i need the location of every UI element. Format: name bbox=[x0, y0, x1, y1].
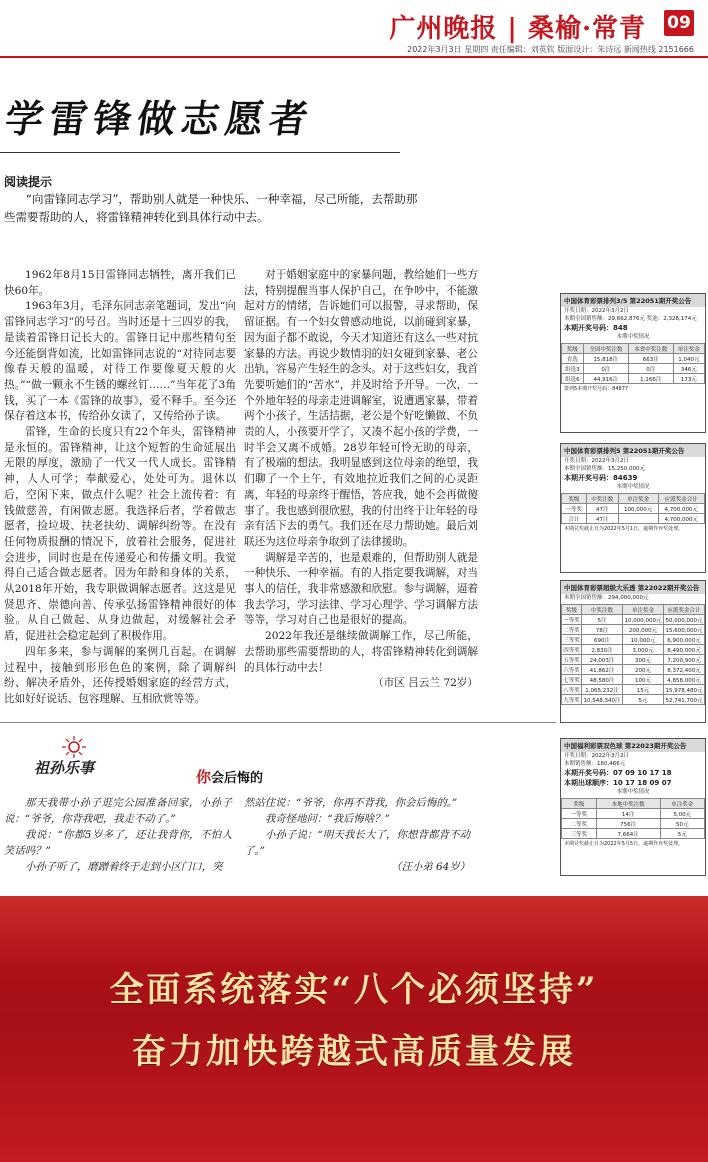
table-cell: 五等奖 bbox=[562, 655, 582, 665]
table-header: 全国中奖注数 bbox=[583, 344, 628, 354]
lottery-table bbox=[561, 343, 705, 384]
table-cell: 15元 bbox=[622, 685, 663, 695]
table-cell: 5注 bbox=[582, 615, 623, 625]
table-header: 中奖注数 bbox=[586, 494, 618, 504]
banner-line-1: 全面系统落实“八个必须坚持” bbox=[109, 970, 599, 1010]
table-row bbox=[562, 809, 705, 819]
table-cell: 50,000,000元 bbox=[663, 615, 704, 625]
intro-label: 阅读提示 bbox=[4, 175, 53, 189]
table-cell: 10,000元 bbox=[622, 635, 663, 645]
table-cell: 1,040元 bbox=[673, 354, 704, 364]
table-cell: 直选 bbox=[562, 354, 584, 364]
section-name: 桑榆·常青 bbox=[527, 14, 646, 44]
table-cell: 0注 bbox=[628, 364, 673, 374]
column-logo-icon bbox=[56, 735, 92, 759]
column-title-rest: 会后悔的 bbox=[211, 771, 264, 786]
article-byline: （市区 吕云兰 72岁） bbox=[373, 677, 478, 690]
lottery-line: 开奖日期：2022年3月2日 bbox=[564, 458, 629, 464]
lottery-line: 本期销售额：160,466元 bbox=[564, 761, 626, 767]
table-cell: 一等奖 bbox=[562, 504, 587, 514]
column-paragraph: 那天我带小孙子逛完公园准备回家，小孙子说：“爷爷，你背我吧，我走不动了。” bbox=[4, 797, 232, 825]
table-cell: 173元 bbox=[673, 374, 704, 384]
table-header: 奖级 bbox=[562, 799, 597, 809]
table-row bbox=[562, 494, 705, 504]
table-header: 奖级 bbox=[562, 605, 582, 615]
masthead-title: 广州晚报 | 桑榆·常青 bbox=[389, 14, 646, 44]
lottery-note: 排列5本期开奖号码：84877 bbox=[564, 386, 629, 392]
column-logo-text: 祖孙乐事 bbox=[34, 759, 95, 777]
lottery-line: 本期全国销售额：15,250,000元 bbox=[564, 466, 645, 472]
lottery-title: 中国体育彩票超级大乐透 第22022期开奖公告 bbox=[561, 581, 705, 594]
table-row bbox=[562, 364, 705, 374]
table-cell: 7,200,900元 bbox=[663, 655, 704, 665]
table-cell: 24,003注 bbox=[582, 655, 623, 665]
table-row bbox=[562, 354, 705, 364]
table-cell: 4,858,000元 bbox=[663, 675, 704, 685]
table-row bbox=[562, 829, 705, 839]
column-paragraph: 小孙子说：“明天我长大了，你想背都背不动了。” bbox=[244, 829, 470, 857]
table-cell: 1,065,232注 bbox=[582, 685, 623, 695]
table-cell: 300元 bbox=[622, 655, 663, 665]
table-cell: 47注 bbox=[586, 514, 618, 524]
table-cell bbox=[618, 514, 658, 524]
column-byline: （汪小弟 64岁） bbox=[391, 861, 470, 873]
table-cell: 663注 bbox=[628, 354, 673, 364]
lottery-panel bbox=[560, 580, 706, 723]
lottery-table bbox=[561, 493, 705, 524]
table-cell: 8,372,400元 bbox=[663, 665, 704, 675]
table-row bbox=[562, 635, 705, 645]
article-paragraph: 雷锋，生命的长度只有22个年头，雷锋精神是永恒的。雷锋精神，让这个短暂的生命延展出无限的厚度，激励了一代又一代人成长。雷锋精神，人人可学；奉献爱心，处处可为。退休以后，空闲下来，做点什么呢？社会上流传着：有钱做慈善，有闲做志愿。我选择后者，学着做志愿者，捡垃圾、扶老扶幼、调解纠纷等。在没有任何物质报酬的情况下，放着社会服务，促进社会进步，同时也是在传递爱心和传播文明。我觉得自己适合做志愿者。因为年龄和身体的关系，从2018年开始，我专职做调解志愿者。这这是见贤思齐、崇德向善、传承弘扬雷锋精神很好的体验。从自己做起、从身边做起，对缓解社会矛盾，促进社会稳定起到了积极作用。 bbox=[4, 426, 236, 643]
table-header: 单注奖金 bbox=[660, 799, 704, 809]
table-cell: 一等奖 bbox=[562, 809, 597, 819]
table-header: 单注奖金 bbox=[673, 344, 704, 354]
lottery-caption: 本期中奖情况 bbox=[616, 484, 650, 490]
table-cell: 44,916注 bbox=[583, 374, 628, 384]
table-row bbox=[562, 605, 705, 615]
column-paragraph: 我奇怪地问：“我后悔啥？” bbox=[265, 813, 390, 825]
table-cell: 组选6 bbox=[562, 374, 584, 384]
column-title-first-char: 你 bbox=[196, 768, 212, 786]
lottery-caption: 本期中奖情况 bbox=[616, 789, 650, 795]
table-header: 本省中奖注数 bbox=[628, 344, 673, 354]
article-paragraph: 调解是辛苦的，也是艰难的，但帮助别人就是一种快乐、一种幸福。有的人指定要我调解，对当事人的信任，我非常感激和欣慰。参与调解，逼着我去学习，学习法律、学习心理学、学习调解方法等等，学习对自己也是很好的提高。 bbox=[244, 551, 478, 627]
lottery-line: 开奖日期：2022年3月2日 bbox=[564, 753, 629, 759]
masthead bbox=[0, 0, 708, 58]
table-cell: 0注 bbox=[583, 364, 628, 374]
column-logo bbox=[34, 735, 110, 783]
table-cell: 组选3 bbox=[562, 364, 584, 374]
lottery-panel bbox=[560, 443, 706, 573]
column-paragraph: 小孙子听了，磨蹭着终于走到小区门口，突 bbox=[25, 861, 223, 873]
page-number-badge: 09 bbox=[664, 10, 694, 36]
table-cell: 41,862注 bbox=[582, 665, 623, 675]
table-cell: 8,490,000元 bbox=[663, 645, 704, 655]
table-cell: 三等奖 bbox=[562, 635, 582, 645]
table-cell: 15,600,000元 bbox=[663, 625, 704, 635]
table-row bbox=[562, 695, 705, 705]
table-cell: 100元 bbox=[622, 675, 663, 685]
table-cell: 3,000元 bbox=[622, 645, 663, 655]
table-cell: 78注 bbox=[582, 625, 623, 635]
article-column-1 bbox=[4, 268, 236, 708]
masthead-info-line: 2022年3月3日 星期四 责任编辑：刘英钦 版面设计：朱诗远 新闻热线 2151666 bbox=[407, 45, 694, 54]
table-row bbox=[562, 645, 705, 655]
intro-text: “向雷锋同志学习”，帮助别人就是一种快乐、一种幸福，尽己所能，去帮助那些需要帮助的人，将雷锋精神转化到具体行动中去。 bbox=[4, 192, 418, 224]
lottery-order: 本期出球顺序：10 17 18 09 07 bbox=[564, 779, 672, 787]
lottery-title: 中国体育彩票排列5 第22051期开奖公告 bbox=[561, 444, 705, 457]
lottery-note: 本期兑奖截止日为2022年5月1日，逾期作弃奖处理。 bbox=[564, 526, 684, 532]
table-header: 单注奖金 bbox=[622, 605, 663, 615]
table-cell: 690注 bbox=[582, 635, 623, 645]
table-cell: 合计 bbox=[562, 514, 587, 524]
lottery-table bbox=[561, 604, 705, 705]
table-cell: 2,830注 bbox=[582, 645, 623, 655]
article-paragraph: 1963年3月，毛泽东同志亲笔题词，发出“向雷锋同志学习”的号召。当时还是十三四岁的我，是读着雷锋日记长大的。雷锋日记中那些精句至今还能倒背如流，比如雷锋同志说的“对待同志要像春天般的温暖，对待工作要像夏天般的火热。”“做一颗永不生锈的螺丝钉……”当年花了3角钱，买了一本《雷锋的故事》，爱不释手。至今还保存着这本书，传给孙女读了，又传给孙子读。 bbox=[4, 300, 236, 423]
section-divider bbox=[0, 722, 556, 723]
table-cell: 50元 bbox=[660, 819, 704, 829]
table-cell: 15,978,480元 bbox=[663, 685, 704, 695]
table-row bbox=[562, 675, 705, 685]
table-row bbox=[562, 514, 705, 524]
slogan-banner bbox=[0, 896, 708, 1162]
table-row bbox=[562, 665, 705, 675]
article-paragraph: 1962年8月15日雷锋同志牺牲，离开我们已快60年。 bbox=[4, 269, 236, 297]
column-paragraph: 我说：“你都5岁多了，还让我背你，不怕人笑话吗？” bbox=[4, 829, 232, 857]
lottery-line: 本期全国销售额：29,662,876元 奖池：2,328,174元 bbox=[564, 316, 697, 322]
table-row bbox=[562, 615, 705, 625]
table-header: 单注奖金 bbox=[618, 494, 658, 504]
table-cell: 四等奖 bbox=[562, 645, 582, 655]
table-cell: 100,000元 bbox=[618, 504, 658, 514]
article-column-2 bbox=[244, 268, 478, 692]
table-cell: 200,000元 bbox=[622, 625, 663, 635]
table-row bbox=[562, 504, 705, 514]
lottery-line: 本期全国销售额：294,000,000元 bbox=[564, 595, 649, 601]
table-header: 本地中奖注数 bbox=[596, 799, 660, 809]
lottery-caption: 本期中奖情况 bbox=[616, 334, 650, 340]
table-cell: 15,818注 bbox=[583, 354, 628, 364]
lottery-line: 开奖日期：2022年3月2日 bbox=[564, 308, 629, 314]
column-text-1 bbox=[4, 795, 232, 875]
lottery-title: 中国体育彩票排列3/5 第22051期开奖公告 bbox=[561, 294, 705, 307]
table-cell: 200元 bbox=[622, 665, 663, 675]
page-headline: 学雷锋做志愿者 bbox=[2, 96, 317, 141]
table-cell: 一等奖 bbox=[562, 615, 582, 625]
table-cell: 10,548,340注 bbox=[582, 695, 623, 705]
table-cell: 47注 bbox=[586, 504, 618, 514]
column-text-2 bbox=[244, 795, 470, 875]
table-row bbox=[562, 374, 705, 384]
table-cell: 4,700,000元 bbox=[658, 504, 705, 514]
table-row bbox=[562, 819, 705, 829]
table-cell: 14注 bbox=[596, 809, 660, 819]
lottery-table bbox=[561, 798, 705, 839]
column-paragraph: 然站住说：“爷爷，你再不背我，你会后悔的。” bbox=[244, 797, 458, 809]
table-cell: 三等奖 bbox=[562, 829, 597, 839]
table-cell: 1,166注 bbox=[628, 374, 673, 384]
table-cell: 10,000,000元 bbox=[622, 615, 663, 625]
table-cell: 二等奖 bbox=[562, 819, 597, 829]
column-title bbox=[196, 766, 263, 787]
table-cell: 6,900,000元 bbox=[663, 635, 704, 645]
table-header: 中奖注数 bbox=[582, 605, 623, 615]
lottery-note: 本期兑奖截止日为2022年5月5日，逾期作弃奖处理。 bbox=[564, 841, 684, 847]
article-paragraph: 四年多来，参与调解的案例几百起。在调解过程中，接触到形形色色的案例，除了调解纠纷、解决矛盾外，还传授婚姻家庭的经营方式，比如好好说话、包容理解、互相欣赏等等。 bbox=[4, 645, 236, 705]
article-paragraph: 2022年我还是继续做调解工作，尽己所能，去帮助那些需要帮助的人，将雷锋精神转化到调解的具体行动中去！ bbox=[244, 630, 478, 674]
table-cell: 4,700,000元 bbox=[658, 514, 705, 524]
table-row bbox=[562, 799, 705, 809]
table-cell: 52,741,700元 bbox=[663, 695, 704, 705]
table-cell: 九等奖 bbox=[562, 695, 582, 705]
table-cell: 5元 bbox=[660, 829, 704, 839]
table-header: 应派奖金合计 bbox=[663, 605, 704, 615]
table-cell: 七等奖 bbox=[562, 675, 582, 685]
lottery-panel bbox=[560, 293, 706, 433]
table-row bbox=[562, 655, 705, 665]
table-header: 奖级 bbox=[562, 494, 587, 504]
table-row bbox=[562, 685, 705, 695]
table-row bbox=[562, 625, 705, 635]
banner-glow bbox=[0, 896, 708, 966]
table-cell: 八等奖 bbox=[562, 685, 582, 695]
banner-line-2: 奋力加快跨越式高质量发展 bbox=[132, 1032, 576, 1072]
table-cell: 5,00元 bbox=[660, 809, 704, 819]
lottery-number: 本期开奖号码：84639 bbox=[564, 474, 638, 482]
lottery-panel bbox=[560, 738, 706, 876]
table-header: 应派奖金合计 bbox=[658, 494, 705, 504]
masthead-rule bbox=[0, 56, 708, 58]
lottery-number: 本期开奖号码：848 bbox=[564, 324, 628, 332]
table-cell: 7,664注 bbox=[596, 829, 660, 839]
paper-name: 广州晚报 bbox=[389, 14, 498, 44]
table-cell: 六等奖 bbox=[562, 665, 582, 675]
lottery-title: 中国福利彩票双色球 第22023期开奖公告 bbox=[561, 739, 705, 752]
lottery-number: 本期开奖号码：07 09 10 17 18 bbox=[564, 769, 672, 777]
table-header: 奖级 bbox=[562, 344, 584, 354]
headline-rule bbox=[0, 152, 400, 153]
table-row bbox=[562, 344, 705, 354]
article-paragraph: 对于婚姻家庭中的家暴问题，教给她们一些方法，特别提醒当事人保护自己，在争吵中，不能激起对方的情绪，告诉她们可以报警，寻求帮助，保留证据。有一个妇女曾感动地说，以前碰到家暴，因为面子都不敢说，今天才知道还有这么一些对抗家暴的方法。再说少数情羽的妇女碰到家暴、老公出轨，容易产生轻生的念头。对于这些妇女，我首先要听她们的“苦水”，并及时给予开导。一次，一个外地年轻的母亲走进调解室，说遭遇家暴，带着两个小孩子，生活拮据，老公是个好吃懒做、不负责的人，小孩要开学了，又凑不起小孩的学费，一时半会又离不成婚。28岁年轻可怜无助的母亲，有了极端的想法。我明显感到这位母亲的绝望，我们聊了一个上午，有效地拉近我们之间的心灵距离，年轻的母亲终于醒悟，答应我，她不会再做傻事了。我也感到很欣慰，我的付出终于让年轻的母亲有活下去的勇气。我们还在尽力帮助她。最后刘联还为这位母亲争取到了法律援助。 bbox=[244, 269, 478, 548]
table-cell: 48,580注 bbox=[582, 675, 623, 685]
table-cell: 346元 bbox=[673, 364, 704, 374]
table-cell: 二等奖 bbox=[562, 625, 582, 635]
table-cell: 756注 bbox=[596, 819, 660, 829]
table-cell: 5元 bbox=[622, 695, 663, 705]
